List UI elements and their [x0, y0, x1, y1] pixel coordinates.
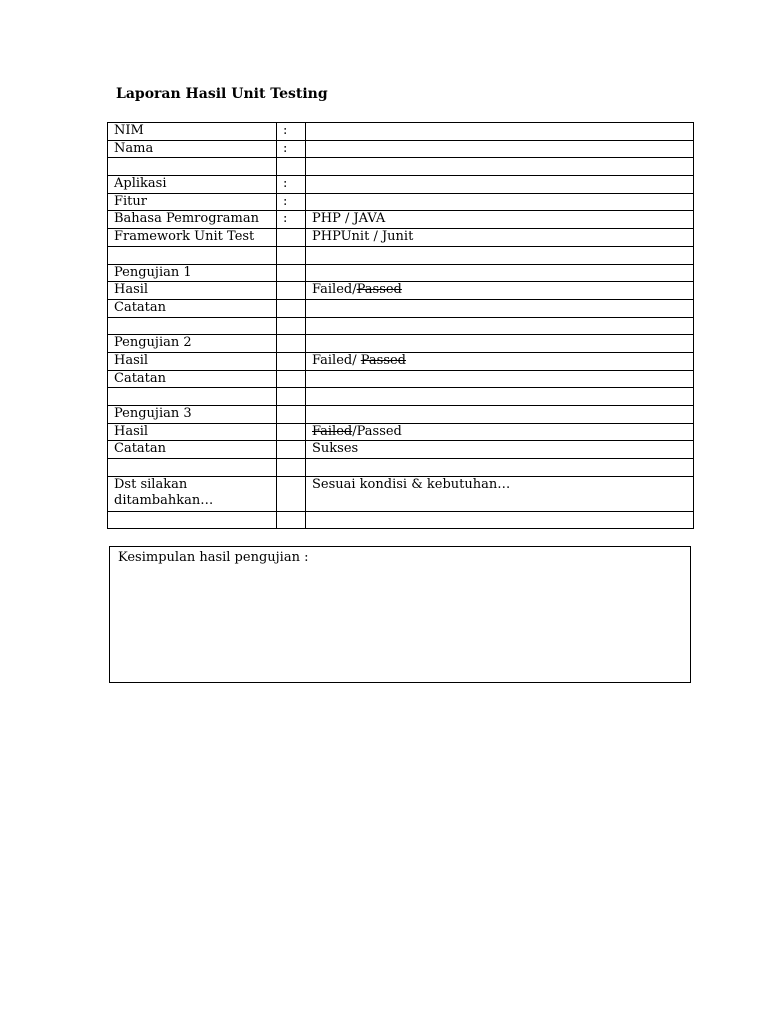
row-label: Framework Unit Test	[108, 229, 277, 247]
row-separator	[277, 370, 306, 388]
table-row	[108, 459, 694, 477]
row-separator	[277, 423, 306, 441]
result-failed: Failed	[312, 282, 353, 298]
row-label	[108, 158, 277, 176]
row-separator	[277, 335, 306, 353]
row-separator	[277, 317, 306, 335]
row-separator	[277, 441, 306, 459]
row-label	[108, 317, 277, 335]
row-value: Sesuai kondisi & kebutuhan…	[306, 476, 694, 511]
row-separator	[277, 299, 306, 317]
table-row	[108, 476, 694, 511]
row-label	[108, 459, 277, 477]
row-separator	[277, 282, 306, 300]
report-table	[107, 122, 694, 529]
row-value	[306, 335, 694, 353]
table-row	[108, 335, 694, 353]
table-row	[108, 229, 694, 247]
row-separator	[277, 476, 306, 511]
row-separator: :	[277, 176, 306, 194]
row-value	[306, 352, 694, 370]
row-label: Hasil	[108, 282, 277, 300]
result-passed: Passed	[356, 423, 402, 439]
table-row	[108, 388, 694, 406]
row-separator	[277, 406, 306, 424]
row-value	[306, 423, 694, 441]
row-value	[306, 511, 694, 529]
row-separator: :	[277, 123, 306, 141]
row-label	[108, 511, 277, 529]
row-label: Pengujian 2	[108, 335, 277, 353]
row-label: Nama	[108, 140, 277, 158]
table-row	[108, 193, 694, 211]
result-passed: Passed	[356, 282, 402, 298]
row-value: PHPUnit / Junit	[306, 229, 694, 247]
row-value	[306, 406, 694, 424]
row-value	[306, 246, 694, 264]
row-separator	[277, 352, 306, 370]
row-label: Pengujian 1	[108, 264, 277, 282]
row-label: Catatan	[108, 370, 277, 388]
row-label: Catatan	[108, 441, 277, 459]
row-separator	[277, 459, 306, 477]
result-passed: Passed	[360, 352, 407, 368]
table-row	[108, 211, 694, 229]
result-separator: /	[352, 352, 361, 368]
row-value	[306, 459, 694, 477]
row-label: Pengujian 3	[108, 406, 277, 424]
row-value	[306, 264, 694, 282]
result-failed: Failed	[312, 423, 353, 439]
row-value	[306, 193, 694, 211]
table-row	[108, 123, 694, 141]
table-row	[108, 441, 694, 459]
conclusion-box	[109, 546, 691, 683]
row-separator	[277, 264, 306, 282]
row-value: PHP / JAVA	[306, 211, 694, 229]
table-row	[108, 406, 694, 424]
row-label	[108, 388, 277, 406]
row-value	[306, 317, 694, 335]
row-separator	[277, 246, 306, 264]
table-row	[108, 158, 694, 176]
row-separator	[277, 511, 306, 529]
row-separator	[277, 158, 306, 176]
row-value	[306, 282, 694, 300]
row-label: Hasil	[108, 352, 277, 370]
report-title: Laporan Hasil Unit Testing	[116, 86, 328, 102]
table-row	[108, 370, 694, 388]
table-row	[108, 176, 694, 194]
result-separator: /	[352, 282, 357, 298]
row-label: NIM	[108, 123, 277, 141]
row-value	[306, 140, 694, 158]
result-separator: /	[352, 423, 357, 439]
row-separator	[277, 229, 306, 247]
row-label: Hasil	[108, 423, 277, 441]
row-separator: :	[277, 193, 306, 211]
table-row	[108, 264, 694, 282]
row-separator: :	[277, 211, 306, 229]
row-value	[306, 123, 694, 141]
table-row	[108, 423, 694, 441]
row-value	[306, 299, 694, 317]
row-label: Catatan	[108, 299, 277, 317]
table-row	[108, 511, 694, 529]
row-label	[108, 246, 277, 264]
table-row	[108, 246, 694, 264]
row-label: Fitur	[108, 193, 277, 211]
table-row	[108, 317, 694, 335]
table-row	[108, 140, 694, 158]
row-value	[306, 388, 694, 406]
result-failed: Failed	[312, 352, 353, 368]
row-separator	[277, 388, 306, 406]
row-label: Bahasa Pemrograman	[108, 211, 277, 229]
conclusion-label: Kesimpulan hasil pengujian :	[118, 550, 309, 565]
row-label: Dst silakan ditambahkan…	[108, 476, 277, 511]
table-row	[108, 282, 694, 300]
table-row	[108, 299, 694, 317]
row-value	[306, 176, 694, 194]
row-value: Sukses	[306, 441, 694, 459]
row-separator: :	[277, 140, 306, 158]
row-value	[306, 370, 694, 388]
row-value	[306, 158, 694, 176]
row-label: Aplikasi	[108, 176, 277, 194]
table-row	[108, 352, 694, 370]
